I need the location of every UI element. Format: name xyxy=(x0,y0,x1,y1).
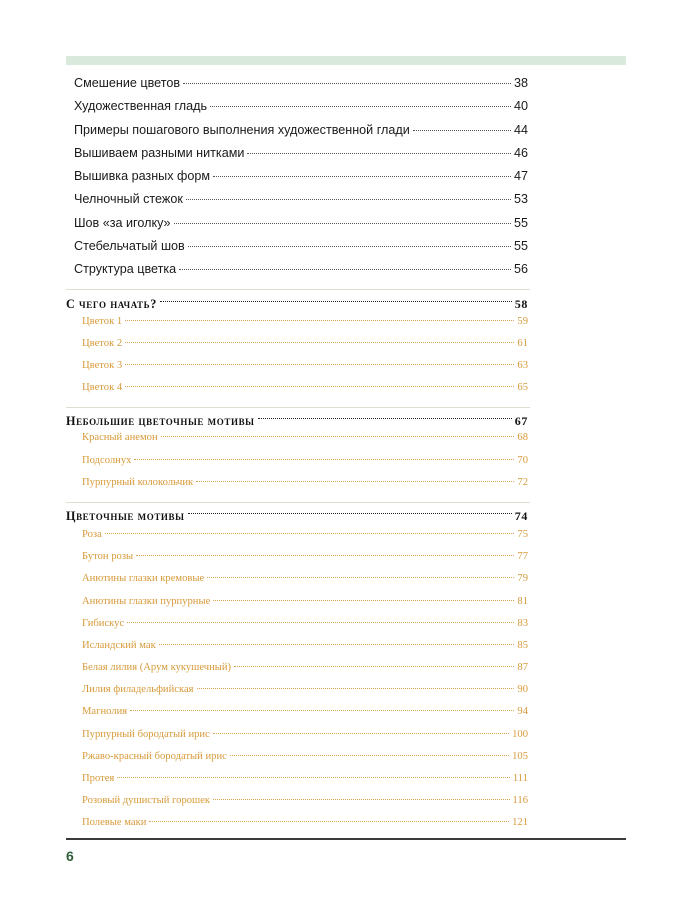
toc-subentry[interactable] xyxy=(66,817,528,839)
toc-entry-title: Структура цветка xyxy=(74,262,177,277)
dot-leader xyxy=(234,666,514,667)
toc-subentry[interactable] xyxy=(66,751,528,773)
dot-leader xyxy=(125,320,514,321)
toc-entry-page: 81 xyxy=(517,595,528,607)
toc-entry-title: Пурпурный бородатый ирис xyxy=(82,728,210,740)
toc-entry[interactable] xyxy=(66,146,528,169)
dot-leader xyxy=(125,386,514,387)
toc-entry-page: 61 xyxy=(517,337,528,349)
toc-subentry[interactable] xyxy=(66,729,528,751)
dot-leader xyxy=(210,106,511,107)
dot-leader xyxy=(197,688,515,689)
dot-leader xyxy=(213,176,511,177)
dot-leader xyxy=(213,733,509,734)
toc-entry-title: Роза xyxy=(82,528,102,540)
toc-entry-title: Примеры пошагового выполнения художественной глади xyxy=(74,122,410,137)
toc-subentry[interactable] xyxy=(66,432,528,454)
toc-entry-title: Гибискус xyxy=(82,617,125,629)
dot-leader xyxy=(134,459,514,460)
toc-entry-page: 63 xyxy=(517,360,528,372)
dot-leader xyxy=(188,513,512,514)
toc-subentry[interactable] xyxy=(66,640,528,662)
toc-entry-title: Подсолнух xyxy=(82,454,132,466)
dot-leader xyxy=(213,799,509,800)
toc-entry[interactable] xyxy=(66,123,528,146)
toc-entry-title: Лилия филадельфийская xyxy=(82,684,194,696)
toc-entry-page: 67 xyxy=(514,413,528,428)
toc-entry-page: 65 xyxy=(517,382,528,394)
toc-entry[interactable] xyxy=(66,239,528,262)
dot-leader xyxy=(179,269,511,270)
toc-entry-title: Цветочные мотивы xyxy=(66,509,185,524)
toc-entry-page: 116 xyxy=(512,795,528,807)
toc-entry-page: 70 xyxy=(517,454,528,466)
toc-entry-title: Полевые маки xyxy=(82,817,147,829)
toc-entry-title: Художественная гладь xyxy=(74,99,208,114)
toc-entry-page: 111 xyxy=(512,773,528,785)
toc-entry-title: Вышивка разных форм xyxy=(74,169,211,184)
toc-section-heading[interactable] xyxy=(66,290,528,316)
toc-entry-page: 55 xyxy=(513,215,528,230)
toc-entry-page: 46 xyxy=(513,145,528,160)
toc-entry[interactable] xyxy=(66,192,528,215)
dot-leader xyxy=(149,821,509,822)
toc-subentry[interactable] xyxy=(66,382,528,404)
toc-entry[interactable] xyxy=(66,169,528,192)
toc-entry-page: 58 xyxy=(514,297,528,312)
dot-leader xyxy=(183,83,511,84)
toc-entry-title: Розовый душистый горошек xyxy=(82,795,211,807)
toc-entry-title: Исландский мак xyxy=(82,639,156,651)
toc-entry-page: 105 xyxy=(512,750,528,762)
toc-entry-page: 55 xyxy=(513,239,528,254)
toc-entry-title: Цветок 1 xyxy=(82,315,123,327)
toc-entry-title: Шов «за иголку» xyxy=(74,215,171,230)
toc-subentry[interactable] xyxy=(66,618,528,640)
toc-entry-page: 40 xyxy=(513,99,528,114)
toc-entry-title: Анютины глазки пурпурные xyxy=(82,595,211,607)
toc-entry-page: 56 xyxy=(513,262,528,277)
dot-leader xyxy=(117,777,510,778)
toc-entry-title: Вышиваем разными нитками xyxy=(74,145,245,160)
toc-entry[interactable] xyxy=(66,216,528,239)
dot-leader xyxy=(161,436,515,437)
toc-entry-title: Цветок 2 xyxy=(82,337,123,349)
toc-entry[interactable] xyxy=(66,99,528,122)
toc-subentry[interactable] xyxy=(66,684,528,706)
dot-leader xyxy=(159,644,515,645)
toc-entry-page: 77 xyxy=(517,551,528,563)
toc-entry-page: 68 xyxy=(517,432,528,444)
toc-entry-page: 38 xyxy=(513,76,528,90)
toc-entry-page: 85 xyxy=(517,639,528,651)
toc-entry-title: Бутон розы xyxy=(82,551,134,563)
dot-leader xyxy=(160,301,512,302)
toc-subentry[interactable] xyxy=(66,477,528,499)
toc-entry-page: 94 xyxy=(517,706,528,718)
toc-entry-page: 74 xyxy=(514,509,528,524)
toc-entry-title: Небольшие цветочные мотивы xyxy=(66,413,255,428)
toc-entry-title: Цветок 4 xyxy=(82,382,123,394)
toc-entry-title: Красный анемон xyxy=(82,432,158,444)
dot-leader xyxy=(207,577,514,578)
toc-section-heading[interactable] xyxy=(66,503,528,529)
toc-entry-title: Смешение цветов xyxy=(74,76,181,90)
dot-leader xyxy=(196,481,514,482)
toc-entry-page: 59 xyxy=(517,315,528,327)
toc-entry[interactable] xyxy=(66,262,528,285)
table-of-contents xyxy=(66,76,528,840)
toc-subentry[interactable] xyxy=(66,662,528,684)
toc-entry-title: Протея xyxy=(82,773,115,785)
toc-entry[interactable] xyxy=(66,76,528,99)
dot-leader xyxy=(130,710,514,711)
dot-leader xyxy=(125,364,514,365)
header-color-band xyxy=(66,56,626,65)
toc-entry-title: Белая лилия (Арум кукушечный) xyxy=(82,662,232,674)
dot-leader xyxy=(105,533,515,534)
toc-subentry[interactable] xyxy=(66,338,528,360)
toc-subentry[interactable] xyxy=(66,573,528,595)
toc-subentry[interactable] xyxy=(66,551,528,573)
dot-leader xyxy=(125,342,514,343)
toc-entry-title: Анютины глазки кремовые xyxy=(82,573,205,585)
dot-leader xyxy=(247,153,511,154)
dot-leader xyxy=(136,555,514,556)
toc-subentry[interactable] xyxy=(66,596,528,618)
dot-leader xyxy=(174,223,511,224)
toc-entry-title: Челночный стежок xyxy=(74,192,183,207)
dot-leader xyxy=(258,418,512,419)
toc-entry-title: Магнолия xyxy=(82,706,128,718)
toc-entry-title: Ржаво-красный бородатый ирис xyxy=(82,750,227,762)
toc-entry-title: Стебельчатый шов xyxy=(74,239,185,254)
page-number: 6 xyxy=(66,848,74,864)
toc-entry-page: 121 xyxy=(512,817,528,829)
toc-subentry[interactable] xyxy=(66,316,528,338)
toc-subentry[interactable] xyxy=(66,455,528,477)
dot-leader xyxy=(188,246,511,247)
toc-subentry[interactable] xyxy=(66,360,528,382)
dot-leader xyxy=(127,622,514,623)
toc-entry-page: 100 xyxy=(512,728,528,740)
toc-subentry[interactable] xyxy=(66,706,528,728)
dot-leader xyxy=(413,130,511,131)
toc-entry-page: 79 xyxy=(517,573,528,585)
dot-leader xyxy=(186,199,511,200)
toc-subentry[interactable] xyxy=(66,795,528,817)
toc-entry-page: 75 xyxy=(517,528,528,540)
toc-subentry[interactable] xyxy=(66,529,528,551)
toc-entry-page: 47 xyxy=(513,169,528,184)
toc-entry-page: 72 xyxy=(517,476,528,488)
toc-entry-title: Цветок 3 xyxy=(82,360,123,372)
toc-section-heading[interactable] xyxy=(66,408,528,432)
footer-rule xyxy=(66,838,626,840)
toc-entry-page: 44 xyxy=(513,122,528,137)
dot-leader xyxy=(213,600,514,601)
toc-entry-page: 83 xyxy=(517,617,528,629)
toc-subentry[interactable] xyxy=(66,773,528,795)
toc-entry-page: 87 xyxy=(517,662,528,674)
toc-entry-title: Пурпурный колокольчик xyxy=(82,476,194,488)
toc-entry-page: 90 xyxy=(517,684,528,696)
dot-leader xyxy=(230,755,509,756)
toc-entry-title: С чего начать? xyxy=(66,297,157,312)
toc-entry-page: 53 xyxy=(513,192,528,207)
